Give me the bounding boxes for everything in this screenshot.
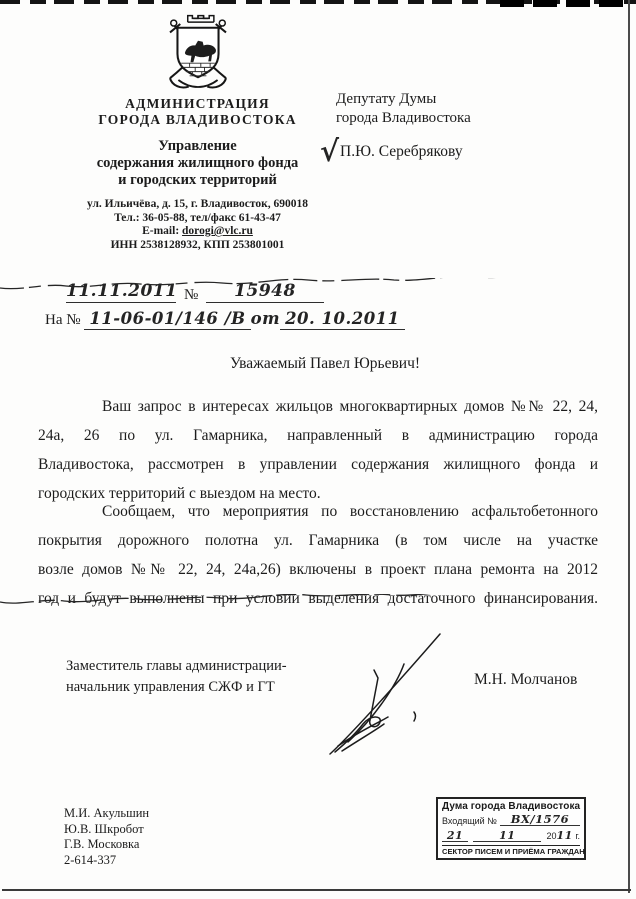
- fold-line-bottom: [0, 594, 636, 610]
- paragraph-line: Ваш запрос в интересах жильцов многоквартирных домов №№ 22, 24,: [102, 398, 598, 415]
- scan-edge-top-right: [500, 0, 632, 7]
- scan-edge-bottom: [2, 889, 631, 891]
- stamp-year-suffix: г.: [572, 831, 580, 841]
- stamp-incoming-label: Входящий №: [442, 816, 497, 826]
- org-name-line2: ГОРОДА ВЛАДИВОСТОКА: [98, 112, 297, 127]
- paragraph-line: Сообщаем, что мероприятия по восстановлению асфальтобетонного: [102, 503, 598, 520]
- recipient-line1: Депутату Думы: [336, 91, 437, 107]
- contact-name-2: Ю.В. Шкробот: [64, 821, 144, 836]
- recipient-name: П.Ю. Серебрякову: [340, 143, 463, 160]
- reply-label: На №: [45, 312, 81, 328]
- paragraph-line: Владивостока, рассмотрен в управлении содержания жилищного фонда и: [38, 456, 598, 473]
- stamp-year-prefix: 20: [546, 831, 557, 841]
- executor-contacts: [64, 806, 149, 868]
- signoff-name: М.Н. Молчанов: [474, 671, 578, 688]
- contact-phone: 2-614-337: [64, 852, 117, 867]
- ref-number-handwritten: 15948: [206, 281, 324, 303]
- incoming-stamp: [436, 797, 586, 860]
- signoff-title-line1: Заместитель главы администрации-: [66, 658, 287, 674]
- email-label: E-mail:: [142, 225, 183, 237]
- email-address: dorogi@vlc.ru: [182, 225, 253, 237]
- dept-line3: и городских территорий: [118, 172, 277, 188]
- stamp-incoming-row: [442, 814, 580, 826]
- address-line: ул. Ильичёва, д. 15, г. Владивосток, 690018: [87, 198, 308, 210]
- org-name-line1: АДМИНИСТРАЦИЯ: [125, 96, 270, 111]
- signoff-title: [66, 656, 287, 697]
- signoff-title-line2: начальник управления СЖФ и ГТ: [66, 678, 275, 695]
- paragraph-line: год и будут выполнены при условии выделения достаточного финансирования.: [38, 590, 598, 607]
- salutation: Уважаемый Павел Юрьевич!: [229, 355, 421, 372]
- recipient-line2: города Владивостока: [336, 110, 471, 126]
- signature-scribble: [322, 620, 457, 762]
- paragraph-line: возле домов №№ 22, 24, 24а,26) включены в проект плана ремонта на 2012: [38, 561, 598, 578]
- scan-edge-right: [628, 0, 630, 893]
- letterhead: [55, 10, 340, 252]
- stamp-year: [546, 829, 580, 842]
- stamp-year-handwritten: 11: [556, 829, 573, 842]
- paragraph-1: [38, 392, 598, 508]
- dept-line1: Управление: [158, 138, 237, 154]
- reply-date-handwritten: 20. 10.2011: [280, 309, 405, 330]
- stamp-date-row: [442, 829, 580, 842]
- reply-number-handwritten: 11-06-01/146 /В: [84, 309, 250, 330]
- paragraph-line: городских территорий с выездом на место.: [38, 485, 321, 502]
- stamp-day-handwritten: 21: [442, 831, 468, 842]
- stamp-incoming-number-handwritten: ВХ/1576: [500, 814, 580, 826]
- phone-line: Тел.: 36-05-88, тел/факс 61-43-47: [114, 211, 281, 224]
- email-line: [55, 225, 340, 239]
- checkmark-icon: √: [320, 134, 340, 168]
- contact-name-3: Г.В. Московка: [64, 837, 140, 851]
- paragraph-line: покрытия дорожного полотна ул. Гамарника (в том числе на участке: [38, 532, 598, 549]
- vladivostok-coat-of-arms-icon: [143, 10, 253, 94]
- stamp-title: Дума города Владивостока: [442, 801, 581, 812]
- inn-kpp-line: ИНН 2538128932, КПП 253801001: [110, 238, 285, 251]
- reply-ot-handwritten: от: [250, 309, 281, 328]
- stamp-sector-label: СЕКТОР ПИСЕМ И ПРИЁМА ГРАЖДАН: [442, 847, 585, 856]
- recipient-block: [336, 90, 471, 128]
- stamp-month-handwritten: 11: [473, 831, 541, 842]
- paragraph-line: 24а, 26 по ул. Гамарника, направленный в администрацию города: [38, 427, 598, 444]
- reply-reference-row: [45, 309, 405, 329]
- contact-name-1: М.И. Акульшин: [64, 806, 150, 820]
- ref-number-label: №: [184, 287, 199, 303]
- dept-line2: содержания жилищного фонда: [96, 155, 299, 171]
- ref-date-handwritten: 11.11.2011: [66, 281, 178, 301]
